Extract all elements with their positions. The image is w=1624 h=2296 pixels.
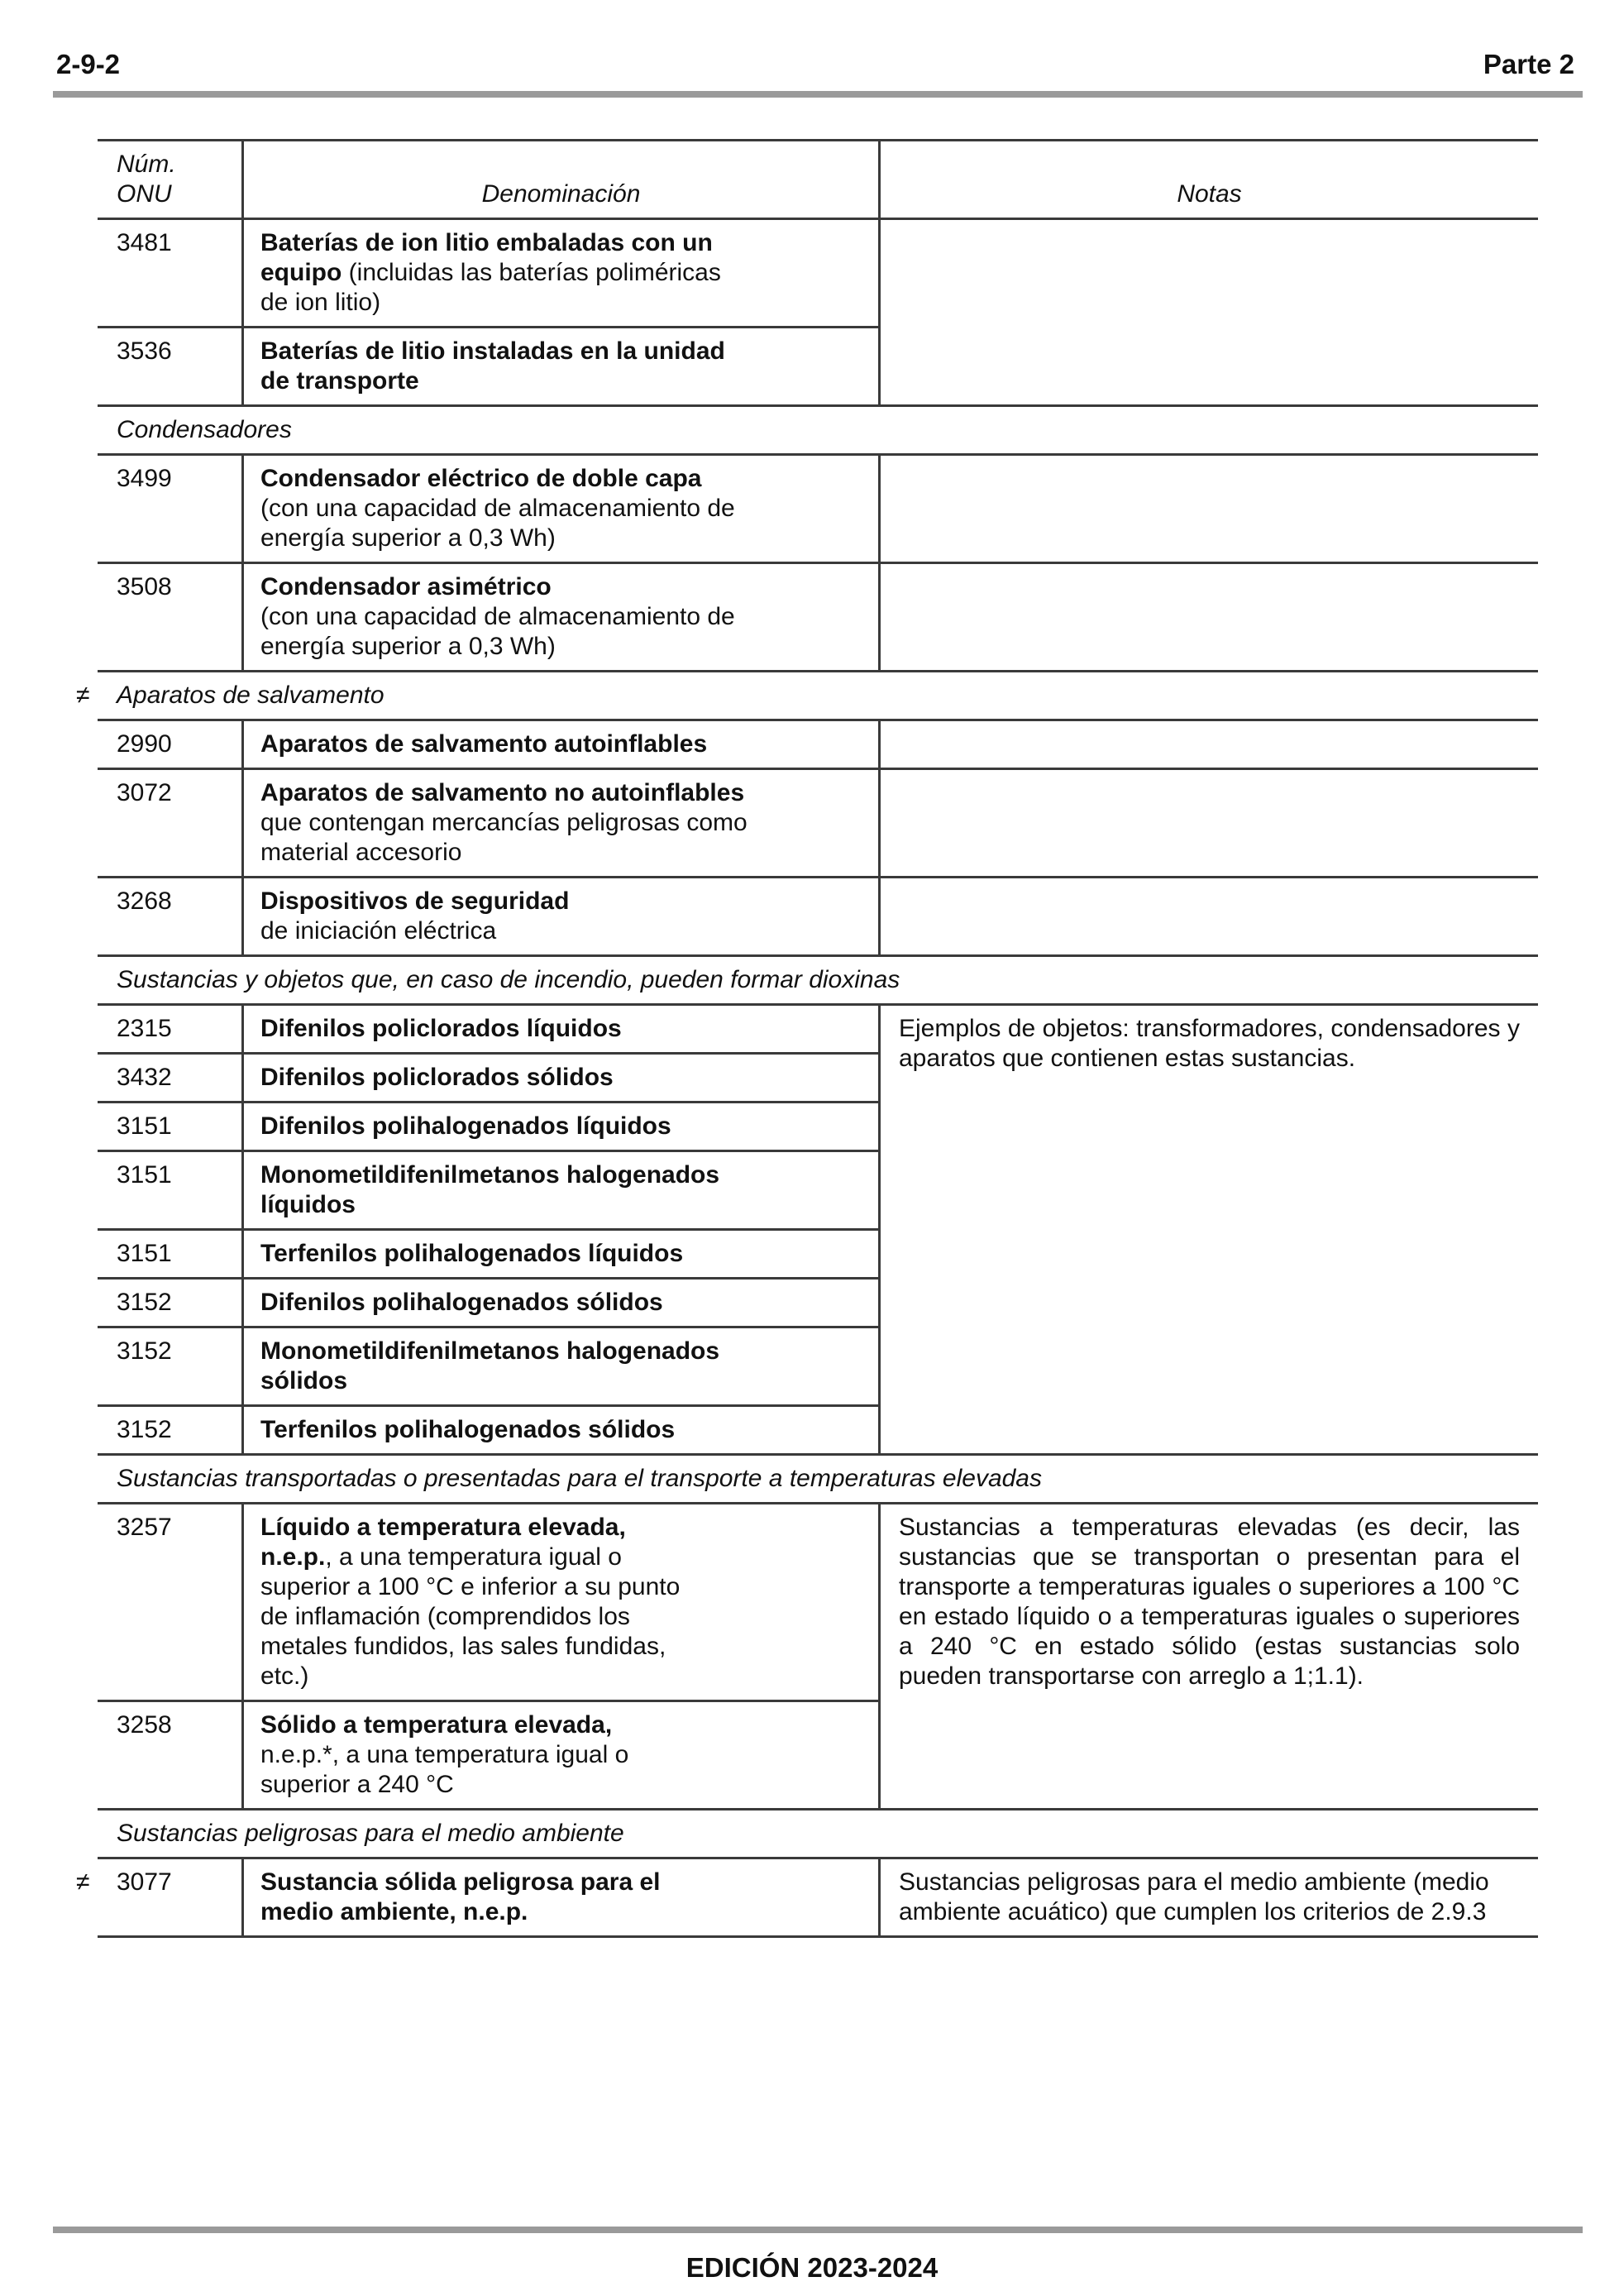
designation-rest: (con una capacidad de almacenamiento de energía superior a 0,3 Wh) bbox=[260, 603, 735, 660]
un-number: 3151 bbox=[98, 1152, 244, 1228]
designation bbox=[244, 878, 881, 954]
un-number: 2315 bbox=[98, 1006, 244, 1052]
notes-cell: Ejemplos de objetos: transformadores, condensadores y aparatos que contienen estas sustancias. bbox=[899, 1015, 1520, 1072]
table-row bbox=[98, 770, 1538, 878]
section-title: Condensadores bbox=[117, 416, 292, 443]
change-mark: ≠ bbox=[76, 682, 90, 709]
col-onu-header bbox=[98, 141, 244, 218]
designation: Difenilos polihalogenados sólidos bbox=[244, 1280, 881, 1326]
un-number: 3481 bbox=[98, 220, 244, 326]
table-row bbox=[98, 456, 1538, 564]
dangerous-goods-table bbox=[76, 139, 1538, 1938]
designation-bold: Condensador asimétrico bbox=[260, 573, 552, 600]
designation-bold: Líquido a temperatura elevada, n.e.p. bbox=[260, 1514, 626, 1571]
un-number: 3257 bbox=[98, 1504, 244, 1700]
col-notes-header bbox=[881, 141, 1538, 218]
un-number: 3152 bbox=[98, 1328, 244, 1404]
designation bbox=[244, 456, 881, 562]
designation-bold: Aparatos de salvamento no autoinflables bbox=[260, 779, 745, 806]
table-row bbox=[98, 1702, 881, 1808]
table-row bbox=[98, 1055, 881, 1103]
table-row bbox=[98, 328, 881, 404]
table-row bbox=[98, 1152, 881, 1231]
section-title: Sustancias peligrosas para el medio ambiente bbox=[117, 1820, 624, 1847]
designation-rest: (incluidas las baterías poliméricas de ion litio) bbox=[260, 259, 721, 316]
designation-bold: Sustancia sólida peligrosa para el medio ambiente, n.e.p. bbox=[260, 1868, 661, 1925]
notes-cell: Sustancias a temperaturas elevadas (es decir, las sustancias que se transportan o presentan para el transporte a temperaturas iguales o superiores a 100 °C en estado líquido o a temperaturas iguales o superiores a 240 °C en estado sólido (estas sustancias solo pueden transportarse con arreglo a 1;1.1). bbox=[899, 1514, 1520, 1690]
table-header bbox=[98, 139, 1538, 220]
section-environment bbox=[98, 1810, 1538, 1859]
section-condensers bbox=[98, 407, 1538, 456]
table-row bbox=[98, 1231, 881, 1280]
designation-bold: Dispositivos de seguridad bbox=[260, 887, 570, 915]
designation-rest: , a una temperatura igual o superior a 100 °C e inferior a su punto de inflamación (comprendidos los metales fundidos, las sales fundidas, etc.) bbox=[260, 1543, 681, 1690]
section-dioxins bbox=[98, 957, 1538, 1006]
col-notes-label: Notas bbox=[1177, 180, 1242, 208]
notes-cell bbox=[881, 456, 1538, 562]
edition-footer: EDICIÓN 2023-2024 bbox=[685, 2252, 939, 2283]
table-row bbox=[98, 1103, 881, 1152]
designation: Difenilos policlorados sólidos bbox=[244, 1055, 881, 1101]
dioxins-group bbox=[98, 1006, 1538, 1456]
un-number: 3268 bbox=[98, 878, 244, 954]
table-row bbox=[98, 1006, 881, 1055]
designation bbox=[244, 1504, 881, 1700]
part-label: Parte 2 bbox=[1483, 49, 1574, 79]
col-name-label: Denominación bbox=[481, 180, 641, 208]
table-row bbox=[76, 1859, 1538, 1938]
designation: Monometildifenilmetanos halogenados sólidos bbox=[244, 1328, 881, 1404]
designation: Monometildifenilmetanos halogenados líquidos bbox=[244, 1152, 881, 1228]
un-number: 2990 bbox=[98, 721, 244, 768]
notes-cell bbox=[881, 564, 1538, 670]
un-number: 3151 bbox=[98, 1103, 244, 1150]
section-life-saving bbox=[76, 672, 1538, 721]
un-number: 3508 bbox=[98, 564, 244, 670]
col-name-header bbox=[244, 141, 881, 218]
section-title: Sustancias y objetos que, en caso de incendio, pueden formar dioxinas bbox=[117, 966, 900, 993]
table-row bbox=[98, 564, 1538, 672]
section-title: Sustancias transportadas o presentadas para el transporte a temperaturas elevadas bbox=[117, 1465, 1042, 1492]
un-number: 3499 bbox=[98, 456, 244, 562]
table-row bbox=[98, 1328, 881, 1407]
designation bbox=[244, 721, 881, 768]
footer-rule bbox=[53, 2227, 1583, 2233]
table-row bbox=[98, 721, 1538, 770]
un-number: 3077 bbox=[98, 1859, 244, 1935]
un-number: 3432 bbox=[98, 1055, 244, 1101]
designation: Terfenilos polihalogenados sólidos bbox=[244, 1407, 881, 1453]
un-number: 3152 bbox=[98, 1407, 244, 1453]
table-row bbox=[98, 1407, 881, 1453]
un-number: 3536 bbox=[98, 328, 244, 404]
col-onu-line1: Núm. bbox=[117, 151, 176, 178]
un-number: 3258 bbox=[98, 1702, 244, 1808]
designation-bold: Aparatos de salvamento autoinflables bbox=[260, 730, 708, 758]
table-row bbox=[98, 878, 1538, 957]
designation-bold: Baterías de ion litio embaladas con un equipo bbox=[260, 229, 713, 286]
table-row bbox=[98, 1504, 881, 1702]
designation-bold: Sólido a temperatura elevada, bbox=[260, 1711, 613, 1739]
header-rule bbox=[53, 91, 1583, 98]
designation: Difenilos polihalogenados líquidos bbox=[244, 1103, 881, 1150]
section-elevated-temp bbox=[98, 1456, 1538, 1504]
page-number: 2-9-2 bbox=[56, 49, 121, 79]
un-number: 3152 bbox=[98, 1280, 244, 1326]
lithium-group bbox=[98, 220, 1538, 407]
designation-rest: que contengan mercancías peligrosas como material accesorio bbox=[260, 809, 748, 866]
un-number: 3151 bbox=[98, 1231, 244, 1277]
elevated-temp-group bbox=[98, 1504, 1538, 1810]
col-onu-line2: ONU bbox=[117, 180, 172, 208]
designation bbox=[244, 564, 881, 670]
table-row bbox=[98, 220, 881, 328]
designation bbox=[244, 1859, 881, 1935]
notes-cell: Sustancias peligrosas para el medio ambiente (medio ambiente acuático) que cumplen los criterios de 2.9.3 bbox=[899, 1868, 1489, 1925]
designation-bold: Condensador eléctrico de doble capa bbox=[260, 465, 702, 492]
designation-rest: (con una capacidad de almacenamiento de energía superior a 0,3 Wh) bbox=[260, 495, 735, 552]
section-title: Aparatos de salvamento bbox=[117, 682, 385, 709]
change-mark: ≠ bbox=[76, 1868, 90, 1896]
notes-cell bbox=[881, 878, 1538, 954]
designation bbox=[244, 1702, 881, 1808]
designation-bold: Baterías de litio instaladas en la unidad de transporte bbox=[260, 337, 725, 395]
notes-cell bbox=[881, 721, 1538, 768]
notes-cell bbox=[881, 220, 1538, 404]
table-row bbox=[98, 1280, 881, 1328]
designation bbox=[244, 220, 881, 326]
un-number: 3072 bbox=[98, 770, 244, 876]
notes-cell bbox=[881, 770, 1538, 876]
designation-rest: de iniciación eléctrica bbox=[260, 917, 497, 945]
designation: Terfenilos polihalogenados líquidos bbox=[244, 1231, 881, 1277]
designation-rest: n.e.p.*, a una temperatura igual o superior a 240 °C bbox=[260, 1741, 629, 1798]
designation bbox=[244, 328, 881, 404]
designation: Difenilos policlorados líquidos bbox=[244, 1006, 881, 1052]
designation bbox=[244, 770, 881, 876]
